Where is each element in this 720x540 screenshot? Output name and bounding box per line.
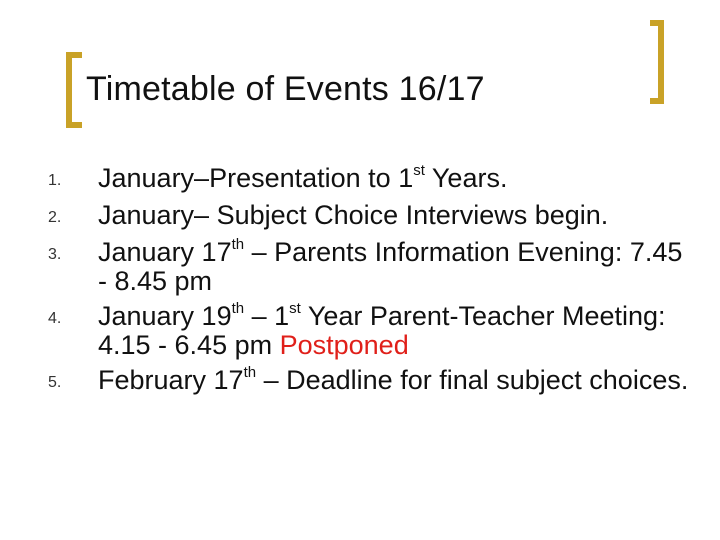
item-number: 5. [48, 374, 62, 391]
item-text: January 17th – Parents Information Evening: 7.45 - 8.45 pm [98, 236, 683, 296]
events-list [48, 158, 698, 397]
left-bracket-bottom [66, 122, 82, 128]
left-bracket-decoration [66, 52, 72, 128]
left-bracket-top [66, 52, 82, 58]
item-number: 3. [48, 246, 62, 263]
list-item [48, 232, 698, 296]
right-bracket-decoration [658, 20, 664, 104]
item-text: February 17th – Deadline for final subject choices. [98, 364, 689, 395]
list-item [48, 360, 698, 397]
right-bracket-top [650, 20, 664, 26]
list-item [48, 296, 698, 360]
postponed-status: Postponed [279, 330, 409, 360]
right-bracket-bottom [650, 98, 664, 104]
list-item [48, 158, 698, 195]
item-text: January– Subject Choice Interviews begin. [98, 200, 609, 230]
item-text: January 19th – 1st Year Parent-Teacher Meeting: 4.15 - 6.45 pm Postponed [98, 300, 666, 360]
item-text: January–Presentation to 1st Years. [98, 162, 508, 193]
slide-title: Timetable of Events 16/17 [86, 70, 485, 108]
list-item [48, 195, 698, 232]
item-number: 1. [48, 172, 62, 189]
item-number: 4. [48, 310, 62, 327]
item-number: 2. [48, 209, 62, 226]
